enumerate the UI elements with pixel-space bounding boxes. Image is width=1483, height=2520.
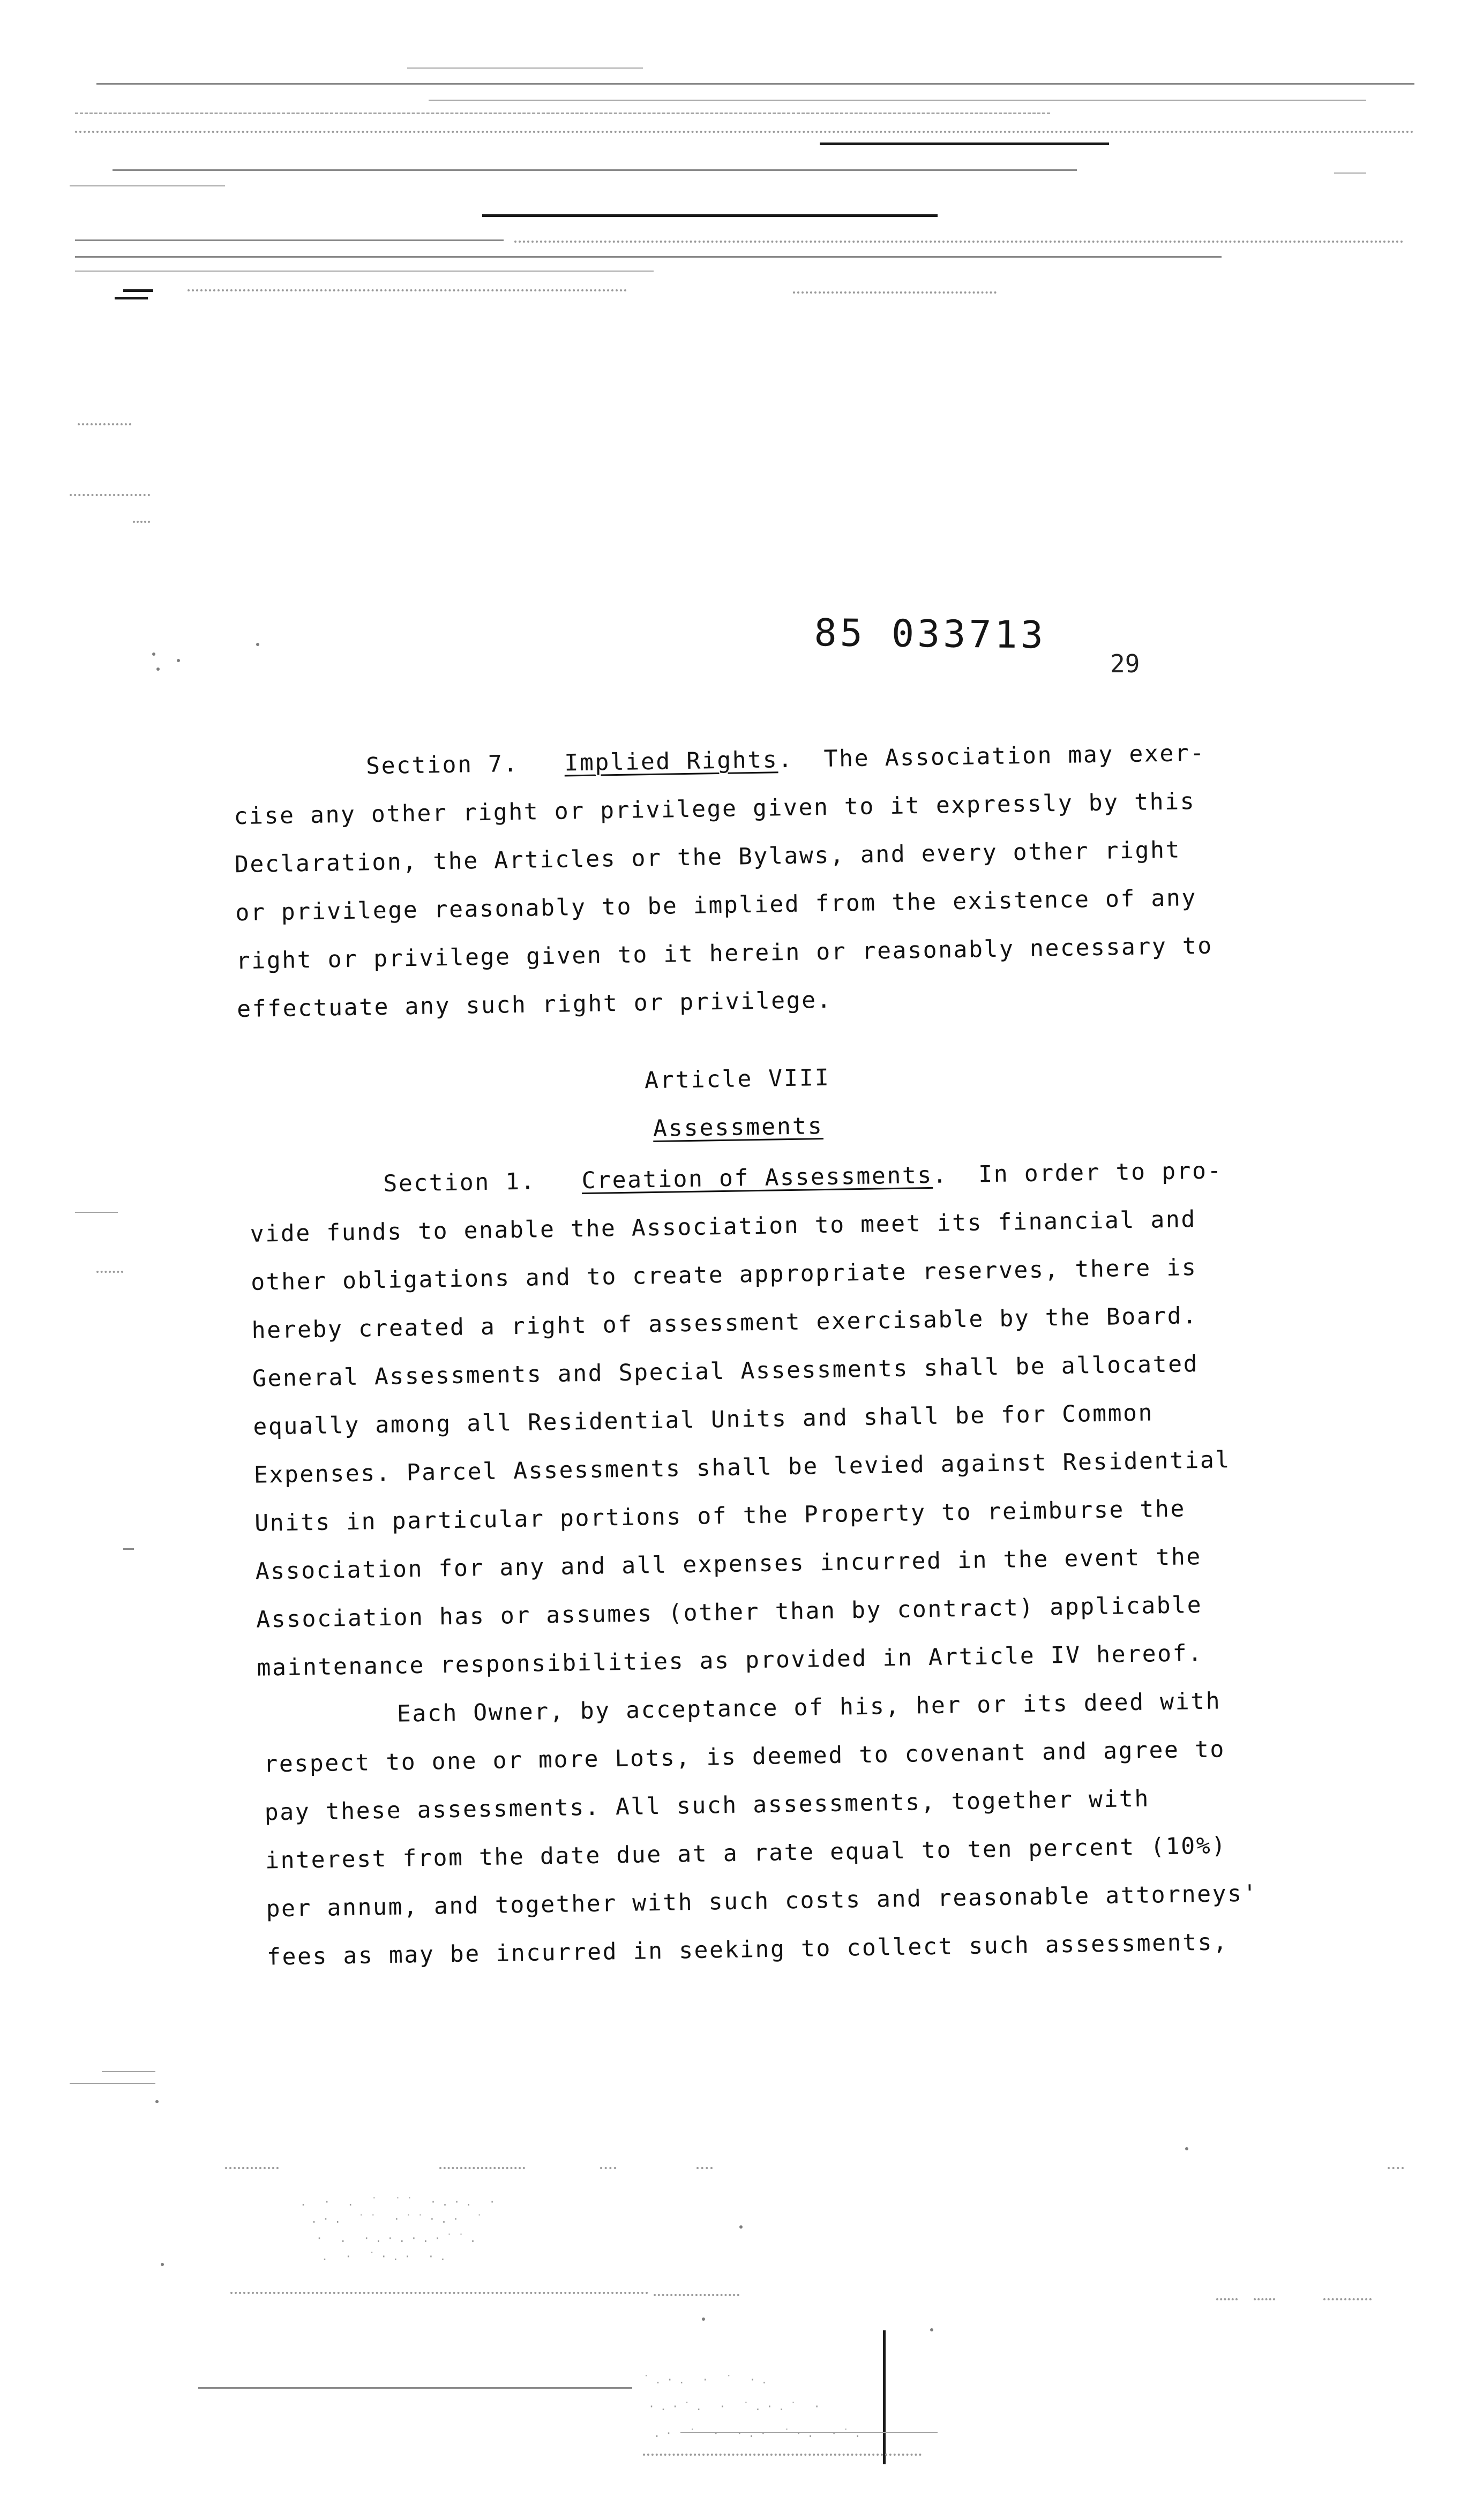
scan-speck: [702, 2318, 705, 2321]
scan-noise-text: ˙.·. · ˙ ·.: [643, 2373, 773, 2386]
paragraph-2-line: Each Owner, by acceptance of his, her or its deed with: [396, 1688, 1222, 1728]
article-title: [0, 1102, 1480, 1152]
section-7-line: right or privilege given to it herein or reasonably necessary to: [236, 932, 1214, 975]
section-1-line: hereby created a right of assessment exercisable by the Board.: [251, 1302, 1199, 1344]
scan-noise-text: . · ˙·.· ·.: [321, 2250, 452, 2263]
scan-artifact-line: [696, 2167, 713, 2169]
scan-artifact-line: [70, 2083, 155, 2084]
section-1-first-line: Section 1. Creation of Assessments. In order to pro-: [383, 1157, 1223, 1197]
section-1-lead: Section 1.: [383, 1168, 536, 1197]
document-recording-number: 85 033713: [814, 611, 1047, 657]
margin-mark: [96, 1271, 123, 1273]
scan-artifact-line: [600, 2167, 616, 2169]
section-7-line: or privilege reasonably to be implied from the existence of any: [235, 884, 1197, 927]
section-7-line: cise any other right or privilege given to it expressly by this: [234, 788, 1196, 830]
scan-artifact-line: [230, 2292, 648, 2294]
scan-speck: [930, 2328, 933, 2331]
paragraph-2-line: respect to one or more Lots, is deemed to covenant and agree to: [263, 1736, 1226, 1778]
scan-artifact-line: [225, 2167, 279, 2169]
margin-mark: [123, 1548, 134, 1550]
section-7-lead: Section 7.: [365, 750, 519, 780]
section-7-first-line: Section 7. Implied Rights. The Association may exer-: [365, 739, 1206, 780]
scan-noise-text: · . ·.·.·.·˙˙.: [316, 2232, 482, 2245]
scan-speck: [161, 2263, 164, 2266]
page-number: 29: [1110, 649, 1140, 678]
scan-artifact-line: [439, 2167, 525, 2169]
scan-artifact-line: [680, 2432, 938, 2433]
section-7-line: effectuate any such right or privilege.: [236, 986, 833, 1023]
paragraph-2-line: interest from the date due at a rate equal to ten percent (10%): [265, 1832, 1227, 1874]
section-1-line: General Assessments and Special Assessments shall be allocated: [252, 1351, 1199, 1392]
section-1-line: Expenses. Parcel Assessments shall be levied against Residential: [253, 1446, 1231, 1489]
paragraph-2-line: fees as may be incurred in seeking to collect such assessments,: [266, 1929, 1229, 1971]
section-1-line: Units in particular portions of the Property to reimburse the: [254, 1495, 1186, 1537]
section-1-line: Association for any and all expenses incurred in the event the: [255, 1543, 1202, 1585]
scan-speck: [739, 2225, 743, 2229]
scan-artifact-line: [102, 2071, 155, 2072]
scan-artifact-line: [654, 2294, 739, 2296]
scan-artifact-line: [1216, 2298, 1238, 2300]
paragraph-2-line: per annum, and together with such costs and reasonable attorneys': [266, 1880, 1259, 1923]
section-7-line: Declaration, the Articles or the Bylaws, and every other right: [234, 836, 1181, 879]
section-1-line: Association has or assumes (other than by contract) applicable: [256, 1592, 1203, 1633]
section-1-line: maintenance responsibilities as provided in Article IV hereof.: [257, 1640, 1203, 1682]
scan-noise-text: ·.·˙. · ˙.·.˙ ·: [648, 2400, 826, 2413]
section-7-line-0: The Association may exer-: [823, 739, 1206, 772]
article-title-text: Assessments: [653, 1113, 824, 1143]
article-heading: Article VIII: [644, 1064, 831, 1094]
scan-speck: [155, 2100, 159, 2103]
section-1-title: Creation of Assessments: [581, 1161, 933, 1195]
section-1-line: equally among all Residential Units and shall be for Common: [253, 1399, 1154, 1441]
scan-artifact-line: [198, 2387, 632, 2389]
paragraph-2-line: pay these assessments. All such assessments, together with: [264, 1785, 1150, 1826]
section-1-line: other obligations and to create appropriate reserves, there is: [250, 1254, 1197, 1296]
scan-speck: [1185, 2147, 1188, 2150]
section-1-line: vide funds to enable the Association to meet its financial and: [250, 1206, 1197, 1248]
scan-artifact-line: [1388, 2167, 1404, 2169]
section-1-first-line-rest: In order to pro-: [978, 1157, 1223, 1188]
scan-vertical-mark: [883, 2330, 886, 2464]
scan-noise-text: .·. ˙˙ ·˙˙·.· ˙: [311, 2212, 488, 2225]
scan-artifact-line: [1254, 2298, 1275, 2300]
scan-noise-text: .· ˙ · ·.· ˙·. ·˙.: [654, 2427, 866, 2440]
section-7-title: Implied Rights: [564, 746, 778, 777]
scan-noise-text: . · . ˙ ˙˙ ·.·. ·: [300, 2195, 501, 2208]
scan-artifact-line: [1323, 2298, 1372, 2300]
margin-mark: [75, 1212, 118, 1213]
scan-artifact-line: [643, 2454, 922, 2456]
